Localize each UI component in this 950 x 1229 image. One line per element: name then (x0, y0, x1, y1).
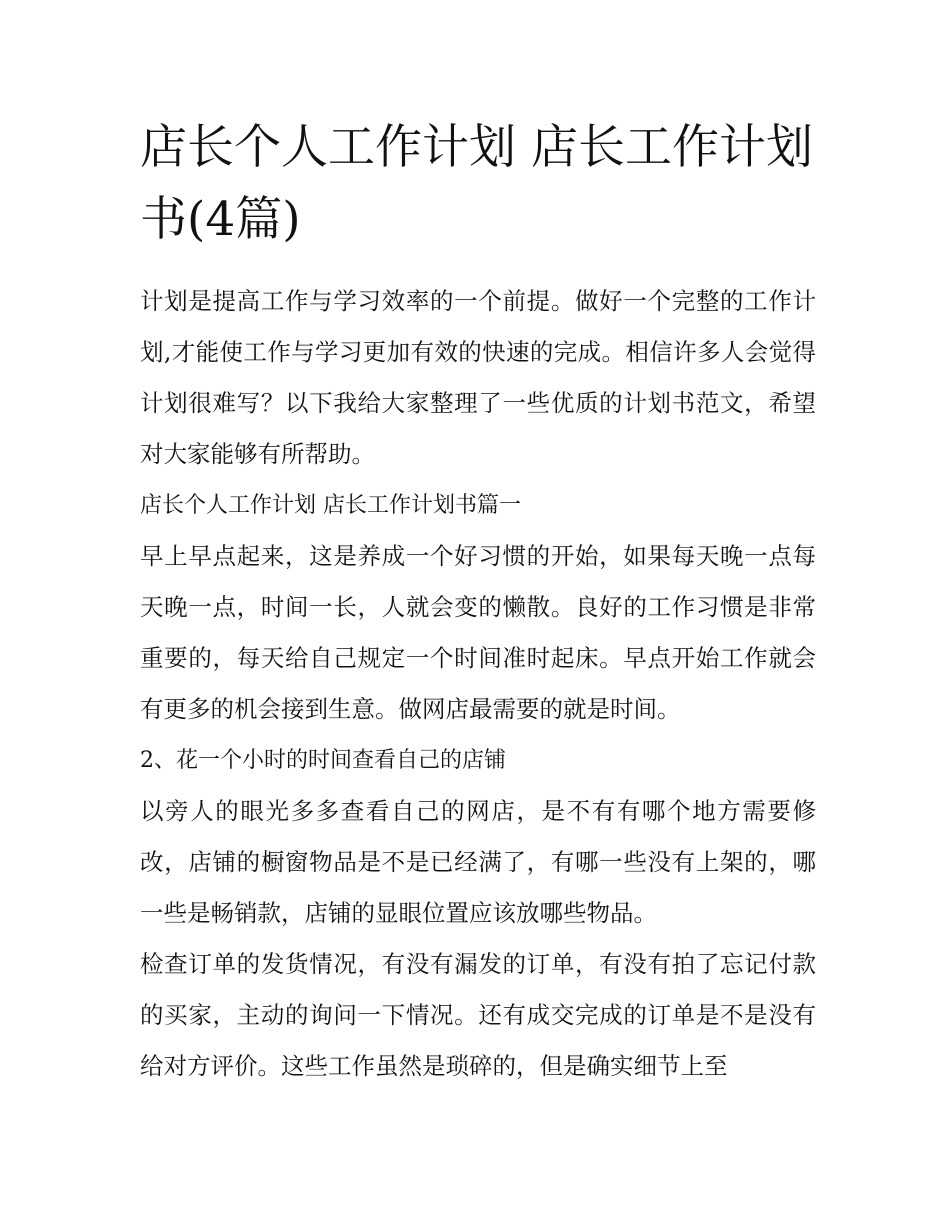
document-title: 店长个人工作计划 店长工作计划书(4篇) (140, 120, 813, 247)
paragraph-3: 检查订单的发货情况，有没有漏发的订单，有没有拍了忘记付款的买家，主动的询问一下情况。还有成交完成的订单是不是没有给对方评价。这些工作虽然是琐碎的，但是确实细节上至 (140, 950, 816, 1080)
intro-paragraph: 计划是提高工作与学习效率的一个前提。做好一个完整的工作计划,才能使工作与学习更加有效的快速的完成。相信许多人会觉得计划很难写？以下我给大家整理了一些优质的计划书范文，希望对大家能够有所帮助。 (140, 287, 816, 468)
paragraph-2: 以旁人的眼光多多查看自己的网店，是不有有哪个地方需要修改，店铺的橱窗物品是不是已经满了，有哪一些没有上架的，哪一些是畅销款，店铺的显眼位置应该放哪些物品。 (140, 797, 816, 927)
section-heading: 店长个人工作计划 店长工作计划书篇一 (140, 493, 521, 518)
document-page (140, 112, 816, 1092)
item-heading-2: 2、花一个小时的时间查看自己的店铺 (140, 748, 506, 773)
paragraph-1: 早上早点起来，这是养成一个好习惯的开始，如果每天晚一点每天晚一点，时间一长，人就会变的懒散。良好的工作习惯是非常重要的，每天给自己规定一个时间准时起床。早点开始工作就会有更多的机会接到生意。做网店最需要的就是时间。 (140, 542, 816, 723)
